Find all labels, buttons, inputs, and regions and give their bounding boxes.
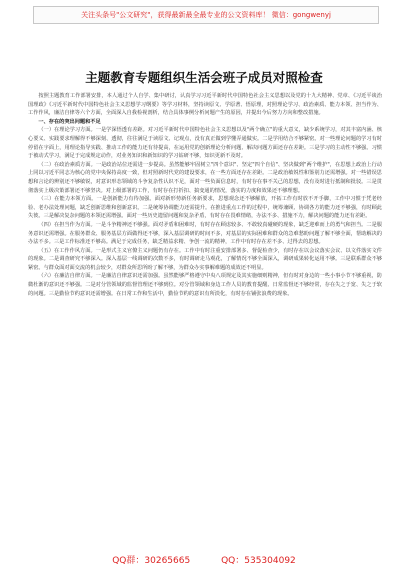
footer-qq-group: QQ群：30265665 <box>112 556 191 566</box>
body-paragraph: （二）在政治素质方面。一是政治站位还需进一步提高。虽然能够牢固树立"四个意识"、坚定"四个自信"、坚决做到"两个维护"，在思想上政治上行动上同以习近平同志为核心的党中央保持高度一致，但对照新时代党的建设要求，在一些方面还存在差距。二是政治敏锐性和鉴别力还需增强。对一些错误思想和言论的辨别还不够敏锐，对意识形态领域的斗争复杂性认识不足，面对一些负面信息时，有时存在事不关己的思想，没有及时进行抵制和批驳。三是贯彻落实上级决策部署还不够坚决。对上级部署的工作，有时存在打折扣、搞变通的情况，落实的力度和效果还不够理想。 <box>28 161 382 194</box>
body-paragraph: （四）在担当作为方面。一是斗争精神还不够强。面对矛盾和困难时，有时存在顾虑较多、不敢较真碰硬的现象，缺乏迎难而上的勇气和担当。二是服务意识还需增强。在服务群众、服务基层方面做得还不够，深入基层调研的时间不多，对基层的实际困难和群众的急难愁盼问题了解不够全面，帮助解决的办法不多。三是工作标准还不够高。满足于完成任务，缺乏精益求精、争创一流的精神，工作中有时存在差不多、过得去的思想。 <box>28 221 382 246</box>
body-paragraph: （三）在能力本领方面。一是创新能力有待加强。面对新形势新任务新要求，思想观念还不够解放，开拓工作有时放不开手脚，工作中习惯于凭老经验、老办法处理问题，缺乏创新思维和创新意识。二是统筹协调能力还需提升。在推进重点工作的过程中，统筹兼顾、协调各方的能力还不够强，有时顾此失彼。三是解决复杂问题的本领还需增强。面对一些历史遗留问题和复杂矛盾，有时存在畏难情绪，办法不多、措施不力，解决问题的能力还有差距。 <box>28 196 382 220</box>
body-paragraph: 按照主题教育工作部署安排，本人通过个人自学、集中研讨，认真学习习近平新时代中国特色社会主义思想以及党的十九大精神、党章、《习近平谈治国理政》《习近平新时代中国特色社会主义思想学习纲要》等学习材料，坚持读原文、学原著、悟原理，对照理论学习、政治素质、能力本领、担当作为、工作作风，廉洁自律等六个方面，全面深入自我检视剖析，结合具体事例分析问题产生的原因，并提出今后努力方向和整改措施。 <box>28 93 382 117</box>
footer <box>0 553 408 566</box>
footer-qq: QQ：535304092 <box>221 556 296 566</box>
body-paragraph: （一）在理论学习方面。一是学深悟透有差距。对习近平新时代中国特色社会主义思想以及"两个确立"的重大意义，缺少系统学习，对其丰富内涵、核心要义、实践要求理解得不够深刻、透彻，往往满足于读原文、记观点，没有真正做到学懂弄通做实。二是学用结合不够紧密。对一些理论问题的学习有时停留在字面上，用理论指导实践、推动工作的能力还有待提高，在运用党的创新理论分析问题、解决问题方面还存在差距。三是学习的主动性不够强。习惯于被动式学习，满足于完成规定动作，对业务知识和新知识的学习钻研不够，知识更新不及时。 <box>28 127 382 160</box>
body-paragraph: （六）在廉洁自律方面。一是廉洁自律意识还需加强。虽然能够严格遵守中央八项规定及其实施细则精神，但有时对身边的一些小事小节不够重视，防微杜渐的意识还不够强。二是对分管领域的监督管理还不够到位。对分管领域和身边工作人员的教育提醒、日常监督还不够经常，存在失之于宽、失之于软的问题。三是勤俭节约意识还需增强。在日常工作和生活中，勤俭节约的意识有所淡化，有时存在铺张浪费的现象。 <box>28 273 382 297</box>
document-body <box>28 92 382 547</box>
section-heading: 一、存在的突出问题和不足 <box>38 118 101 125</box>
body-paragraph: （五）在工作作风方面。一是形式主义官僚主义问题仍有存在。工作中有时注重安排部署多、督促检查少，有时存在以会议落实会议、以文件落实文件的现象。二是调查研究不够深入。深入基层一线调研的次数不多，有时调研走马观花，了解情况不够全面深入，调研成果转化运用不够。三是联系群众不够紧密。与群众面对面交流的机会较少，对群众所思所盼了解不够，为群众办实事解难题的成效还不明显。 <box>28 247 382 271</box>
top-banner: 关注头条号"公文研究"，获得最新最全最专业的公文资料库！ 微信：gongwenyj <box>33 6 379 24</box>
document-title: 主题教育专题组织生活会班子成员对照检查 <box>85 70 323 85</box>
